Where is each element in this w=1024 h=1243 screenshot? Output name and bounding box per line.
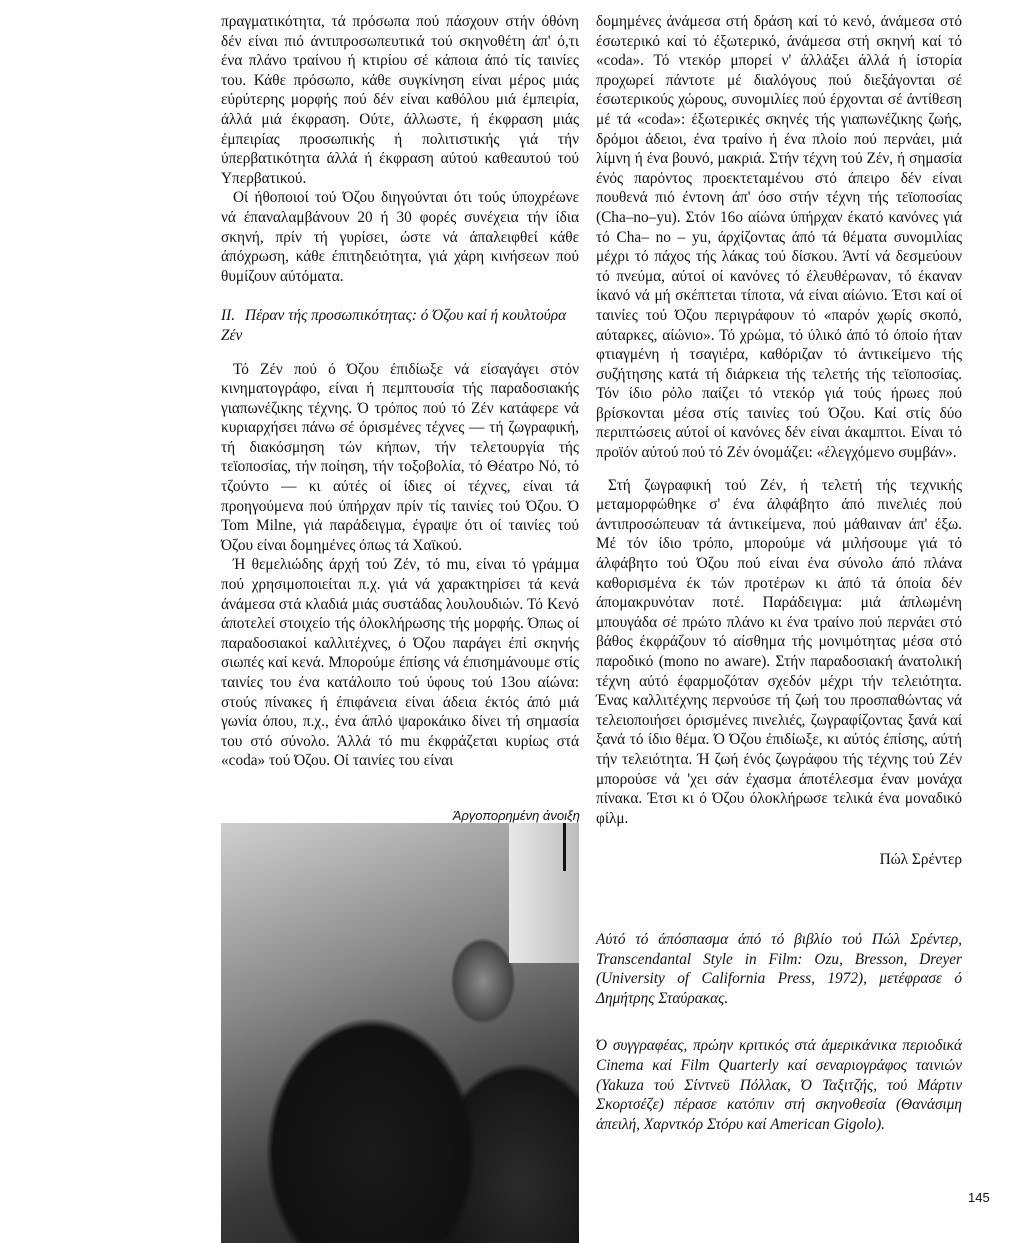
paragraph: Τό Ζέν πού ό Όζου έπιδίωξε νά είσαγάγει στόν κινηματογράφο, είναι ή πεμπτουσία τής παραδοσιακής γιαπωνέζικης τέχνης. Ό τρόπος πού τό Ζέν κατάφερε νά κυριαρχήσει πάνω σέ όρισμένες τέχνες — τή ζωγραφική, τή διακόσμηση τών κήπων, τήν τελετουργία τής τεϊοποσίας, τήν ποίηση, τήν τοξοβολία, τό Θέατρο Νό, τό τζούντο — κι αύτές οί ίδιες οί τέχνες, είναι τά προηγούμενα πού ύπήρχαν πρίν τίς ταινίες τού Όζου. Ό Tom Milne, γιά παράδειγμα, έγραψε ότι οί ταινίες τού Όζου είναι δομημένες όπως τά Χαϊκού. <box>221 360 579 554</box>
translation-note: Αύτό τό άπόσπασμα άπό τό βιβλίο τού Πώλ Σρέντερ, Transcendantal Style in Film: Ozu, Bresson, Dreyer (University of California Press, 1972), μετέφρασε ό Δημήτρης Σταύρακας. <box>596 930 962 1007</box>
paragraph: δομημένες άνάμεσα στή δράση καί τό κενό, άνάμεσα στό έσωτερικό καί τό έξωτερικό, άνάμεσα στή σκηνή καί τό «coda». Τό ντεκόρ μπορεί ν' άλλάξει άλλά ή ίστορία προχωρεί πάντοτε μέ διαλόγους πού διεξάγονται σέ έσωτερικούς χώρους, συνομιλίες πού έρχονται σέ άντίθεση μέ τά «coda»: έξωτερικές σκηνές τής γιαπωνέζικης ζωής, δρόμοι άδειοι, ένα τραίνο ή ένα πλοίο πού περνάει, μιά λίμνη ή ένα βουνό, μακριά. Στήν τέχνη τού Ζέν, ή σημασία ένός παρόντος προεκτεταμένου στό άπειρο δέν είναι πουθενά πιό έντονη άπ' όσο στήν τέχνη τής τεϊοποσίας (Cha–no–yu). Στόν 16ο αίώνα ύπήρχαν έκατό κανόνες γιά τό Cha– no – yu, άρχίζοντας άπό τά θέματα συνομιλίας μέχρι τό πάχος τής λάκας τού δίσκου. Άντί νά δεσμεύουν τό πνεύμα, αύτοί οί κανόνες τό έλευθέρωναν, τό έκαναν ίκανό νά μή σκέπτεται τίποτα, νά είναι αίώνιο. Έτσι καί οί ταινίες τού Όζου περιγράφουν τό «παρόν χωρίς σκοπό, αύταρκες, αίώνιο». Τό χρώμα, τό ύλικό άπό τό όποίο ήταν φτιαγμένη ή τσαγιέρα, καθόριζαν τό άντικείμενο τής συζήτησης κατά τή διάρκεια τής τελετής τής τεϊοποσίας. Τόν ίδιο ρόλο παίζει τό ντεκόρ γιά τούς ήρωες πού βρίσκονται μέσα στίς ταινίες τού Όζου. Καί στίς δύο περιπτώσεις αύτοί οί κανόνες δέν είναι άκαμπτοι. Είναι τό προϊόν αύτού πού τό Ζέν όνομάζει: «έλεγχόμενο συμβάν». <box>596 13 962 462</box>
section-title: Πέραν τής προσωπικότητας: ό Όζου καί ή κουλτούρα Ζέν <box>221 307 567 344</box>
author-signature: Πώλ Σρέντερ <box>879 851 962 869</box>
paragraph: Ή θεμελιώδης άρχή τού Ζέν, τό mu, είναι τό γράμμα πού χρησιμοποιείται π.χ. γιά νά χαρακτηρίσει τά κενά άνάμεσα στά κλαδιά μιάς συστάδας λουλουδιών. Τό Κενό άποτελεί στοιχείο τής όλοκλήρωσης τής μορφής. Όπως οί παραδοσιακοί καλλιτέχνες, ό Όζου παράγει έπί σκηνής σιωπές καί κενά. Μπορούμε έπίσης νά έπισημάνουμε στίς ταινίες του ένα κατάλοιπο τού ύφους τού 13ου αίώνα: στούς πίνακες ή έπιφάνεια είναι άδεια έκτός άπό μιά γωνία όπου, π.χ., ένα άπλό ψαροκάικο δίνει τή σημασία του στό σύνολο. Άλλά τό mu έκφράζεται κυρίως στά «coda» τού Όζου. Οί ταινίες του είναι <box>221 556 579 770</box>
paragraph: Στή ζωγραφική τού Ζέν, ή τελετή τής τεχνικής μεταμορφώθηκε σ' ένα άλφάβητο άπό πινελιές πού άντιπροσώπευαν τά άντικείμενα, πού μάθαιναν άπ' έξω. Μέ τόν ίδιο τρόπο, μπορούμε νά μιλήσουμε γιά τό άλφάβητο τού Όζου πού είναι ένα σύνολο άπό πλάνα καθορισμένα έκ τών προτέρων κι άπό τά όποία δέν άπομακρυνόταν ποτέ. Παράδειγμα: μιά άπλωμένη μπουγάδα σέ πρώτο πλάνο κι ένα τραίνο πού περνάει στό βάθος έκφράζουν τό αίσθημα τής μονιμότητας μέσα στό παροδικό (mono no aware). Στήν παραδοσιακή άνατολική τέχνη αύτό έφαρμοζόταν σχεδόν μέχρι τήν τελειότητα. Ένας καλλιτέχνης περνούσε τή ζωή του προσπαθώντας νά τελειοποιήσει όρισμένες πινελιές, ζωγραφίζοντας ξανά καί ξανά τό ίδιο θέμα. Ό Όζου έπιδίωξε, κι αύτός έπίσης, αύτή τήν τελειότητα. Ή ζωή ένός ζωγράφου τής τέχνης τού Ζέν μπορούσε νά 'χει σάν έχασμα άποτέλεσμα έναν μονάχα πίνακα. Έτσι κι ό Όζου όλοκλήρωσε τελικά ένα μοναδικό φίλμ. <box>596 476 962 827</box>
section-heading <box>221 306 579 345</box>
section-number: II. <box>221 307 236 325</box>
paragraph: πραγματικότητα, τά πρόσωπα πού πάσχουν στήν όθόνη δέν είναι πιό άντιπροσωπευτικά τού σκηνοθέτη άπ' ό,τι ένα πλάνο τραίνου ή κτιρίου σέ κάποια άπό τίς ταινίες του. Κάθε πρόσωπο, κάθε συγκίνηση είναι μέρος μιάς εύρύτερης μορφής πού δέν είναι καθόλου μιά έμπειρία, άλλά μιά έκφραση. Ούτε, άλλωστε, ή έκφραση μιάς έμπειρίας προσωπικής ή πολιτιστικής γιά τήν ύπερβατικότητα άλλά ή έκφραση αύτού καθεαυτού τού Υπερβατικού. <box>221 13 579 187</box>
photo-mark <box>563 823 566 871</box>
author-note: Ό συγγραφέας, πρώην κριτικός στά άμερικάνικα περιοδικά Cinema καί Film Quarterly καί σεναριογράφος ταινιών (Yakuza τού Σίντνεϋ Πόλλακ, Ό Ταξιτζής, τού Μάρτιν Σκορτσέζε) πέρασε κατόπιν στή σκηνοθεσία (Θανάσιμη άπειλή, Χαρντκόρ Στόρυ καί American Gigolo). <box>596 1037 962 1133</box>
paragraph: Οί ήθοποιοί τού Όζου διηγούνται ότι τούς ύποχρέωνε νά έπαναλαμβάνουν 20 ή 30 φορές συνέχεια τήν ίδια σκηνή, πρίν τή γυρίσει, ώστε νά άπαλειφθεί κάθε άπόχρωση, κάθε έπιτηδειότητα, γιά χάρη κινήσεων πού θυμίζουν αύτόματα. <box>221 189 579 285</box>
left-column <box>221 12 579 771</box>
film-still-photo <box>221 823 579 1243</box>
page-number: 145 <box>968 1190 990 1205</box>
right-column <box>596 12 962 1134</box>
photo-caption: Άργοπορημένη άνοιξη <box>452 808 580 823</box>
photo-window <box>509 823 579 963</box>
